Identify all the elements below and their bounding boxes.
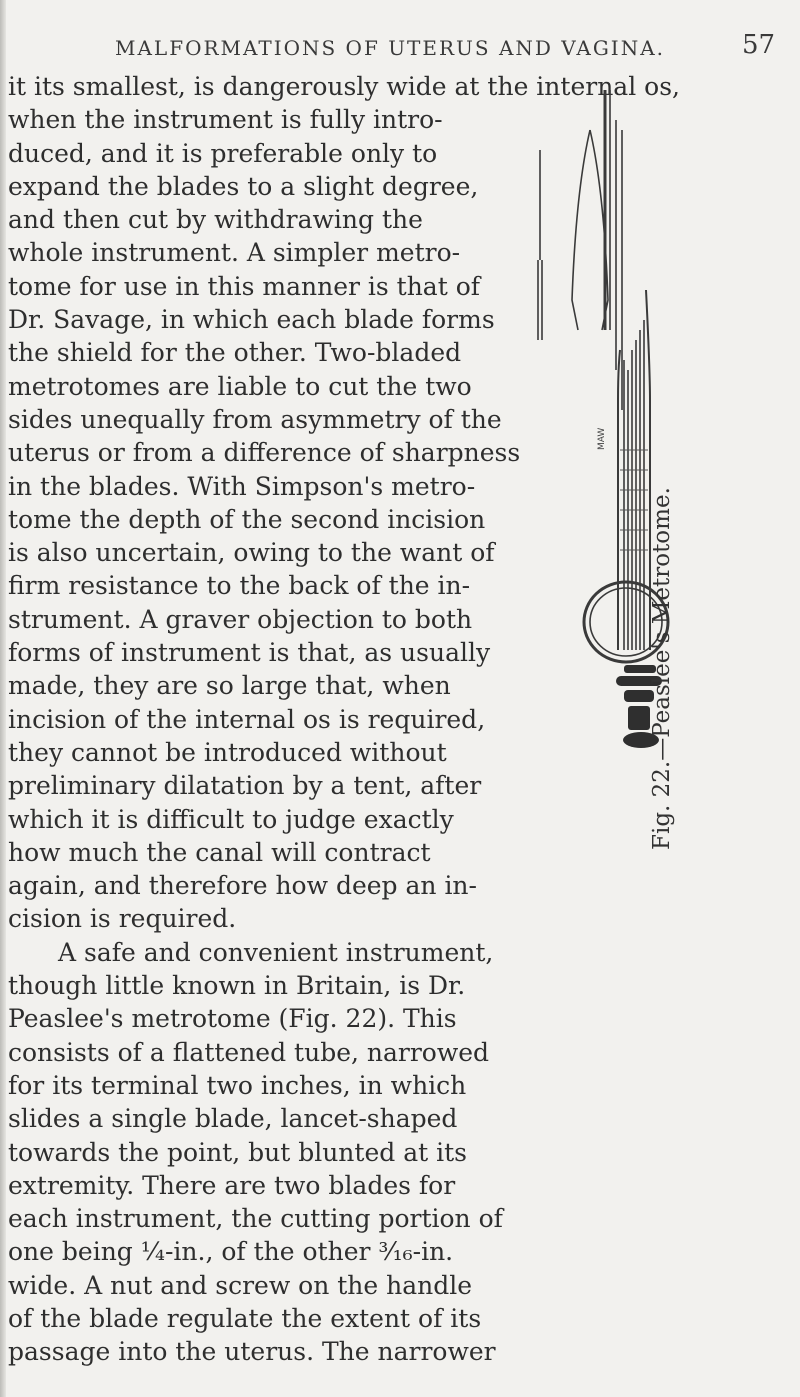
text-line: of the blade regulate the extent of its [8,1303,482,1333]
text-line: it its smallest, is dangerously wide at the internal os, [8,72,680,101]
text-line: tome for use in this manner is that of [8,271,481,301]
figure-caption [649,487,685,850]
text-line: towards the point, but blunted at its [8,1137,467,1167]
text-line: sides unequally from asymmetry of the [8,404,502,434]
text-line: forms of instrument is that, as usually [8,638,491,668]
text-line: for its terminal two inches, in which [8,1070,467,1100]
text-line: consists of a flattened tube, narrowed [8,1037,490,1067]
text-line: though little known in Britain, is Dr. [8,971,466,1001]
text-line: preliminary dilatation by a tent, after [8,771,482,801]
text-line: and then cut by withdrawing the [8,205,423,235]
text-line: Peaslee's metrotome (Fig. 22). This [8,1004,457,1034]
running-header: MALFORMATIONS OF UTERUS AND VAGINA. [115,36,665,60]
text-line: A safe and convenient instrument, [58,937,494,967]
text-line: strument. A graver objection to both [8,604,473,634]
text-line: passage into the uterus. The narrower [8,1337,496,1367]
figure-caption-text: Fig. 22.—Peaslee's Metrotome. [649,487,675,850]
text-line: slides a single blade, lancet-shaped [8,1104,458,1134]
text-line: wide. A nut and screw on the handle [8,1270,473,1300]
text-line: metrotomes are liable to cut the two [8,371,472,401]
text-line: whole instrument. A simpler metro- [8,238,461,268]
text-line: each instrument, the cutting portion of [8,1204,503,1234]
text-line: incision of the internal os is required, [8,704,486,734]
text-line: the shield for the other. Two-bladed [8,338,462,368]
text-line: which it is difficult to judge exactly [8,804,454,834]
text-line: firm resistance to the back of the in- [8,571,471,601]
text-line: expand the blades to a slight degree, [8,171,479,201]
text-line: in the blades. With Simpson's metro- [8,471,476,501]
text-line: is also uncertain, owing to the want of [8,538,495,568]
text-line: how much the canal will contract [8,837,431,867]
page-number: 57 [742,30,776,60]
text-line: uterus or from a difference of sharpness [8,438,521,468]
text-line: extremity. There are two blades for [8,1170,456,1200]
instrument-stamp: MAW [597,427,607,450]
text-line: when the instrument is fully intro- [8,105,443,135]
text-line: duced, and it is preferable only to [8,138,438,168]
text-line: tome the depth of the second incision [8,504,486,534]
text-line: they cannot be introduced without [8,737,447,767]
text-line: cision is required. [8,904,237,934]
text-line: one being ¼-in., of the other ³⁄₁₆-in. [8,1237,454,1267]
page-gutter-shadow [0,0,6,1397]
text-line: again, and therefore how deep an in- [8,871,477,901]
text-line: Dr. Savage, in which each blade forms [8,305,495,335]
text-line: made, they are so large that, when [8,671,451,701]
